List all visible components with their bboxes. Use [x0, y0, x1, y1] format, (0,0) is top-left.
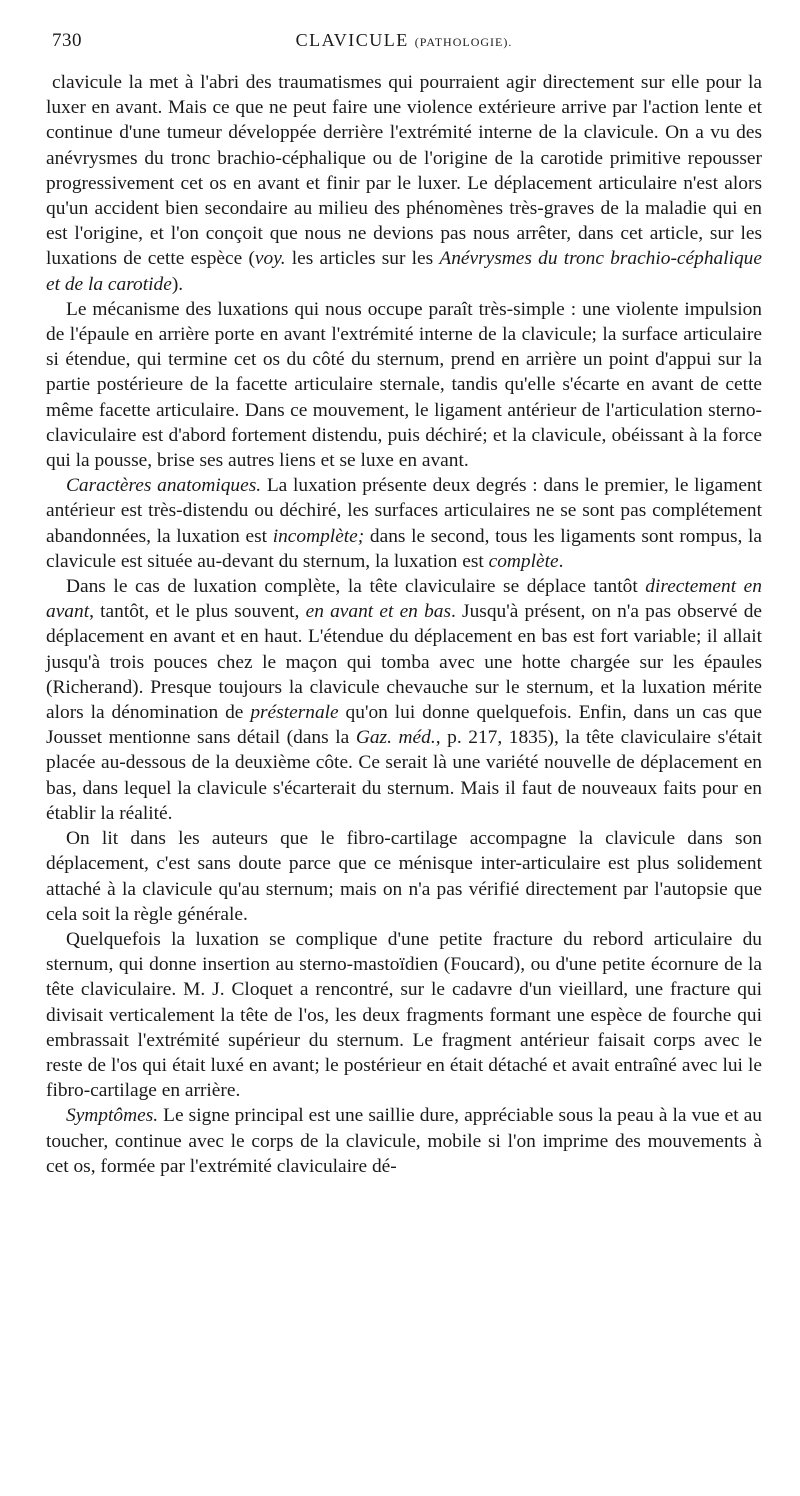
paragraph-7 [46, 1103, 762, 1179]
text-run: . Jusqu'à présent, on n'a pas observé de déplacement en avant et en haut. L'étendue du déplacement en bas est fort variable; il allait jusqu'à trois pouces chez le maçon qui tomba avec une hotte chargée sur les épaules (Richerand). Presque toujours la clavicule chevauche sur le sternum, et la luxation mérite alors la dénomination de [46, 601, 762, 724]
running-title-sub: (PATHOLOGIE). [414, 35, 513, 49]
italic-run: Symptômes. [66, 1105, 159, 1127]
text-run: . [558, 550, 564, 572]
italic-run: présternale [250, 702, 339, 724]
text-run: , p. 217, 1835), la tête claviculaire s'était placée au-dessous de la deuxième côte. Ce serait là une variété nouvelle de déplacement en bas, dans lequel la clavicule s'écarterait du sternum. Mais il faut de nouveaux faits pour en établir la réalité. [46, 727, 763, 824]
paragraph-4 [46, 574, 762, 826]
text-run: , tantôt, et le plus souvent, [89, 601, 306, 623]
page-number: 730 [52, 30, 82, 51]
italic-run: Caractères anatomiques. [66, 475, 262, 497]
paragraph-6 [46, 927, 762, 1103]
text-run: les articles sur les [285, 248, 440, 270]
page-header [46, 30, 762, 60]
running-title-main: CLAVICULE [295, 30, 409, 50]
paragraph-5 [46, 826, 762, 927]
paragraph-1 [46, 70, 762, 297]
italic-run: directement en avant [46, 576, 762, 623]
text-run: qu'on lui donne quelquefois. Enfin, dans un cas que Jousset mentionne sans détail (dans la [46, 702, 762, 749]
text-run: ). [171, 273, 184, 295]
italic-run: Gaz. méd. [355, 727, 436, 749]
paragraph-3 [46, 473, 762, 574]
text-run: Le signe principal est une saillie dure, appréciable sous la peau à la vue et au toucher, continue avec le corps de la clavicule, mobile si l'on imprime des mouvements à cet os, formée par l'extrémité claviculaire dé- [46, 1105, 762, 1177]
text-run: Quelquefois la luxation se complique d'une petite fracture du rebord articulaire du sternum, qui donne insertion au sterno-mastoïdien (Foucard), ou d'une petite écornure de la tête claviculaire. M. J. Cloquet a rencontré, sur le cadavre d'un vieillard, une fracture qui divisait verticalement la tête de l'os, les deux fragments formant une espèce de fourche qui embrassait l'extrémité supérieur du sternum. Le fragment antérieur faisait corps avec le reste de l'os qui était luxé en avant; le postérieur en était détaché et avait entraîné avec lui le fibro-cartilage en arrière. [46, 928, 762, 1102]
body-text [46, 70, 762, 1179]
text-run: On lit dans les auteurs que le fibro-cartilage accompagne la clavicule dans son déplacement, c'est sans doute parce que ce ménisque inter-articulaire est plus solidement attaché à la clavicule qu'au sternum; mais on n'a pas vérifié directement par l'autopsie que cela soit la règle générale. [46, 828, 762, 925]
text-run: dans le second, tous les ligaments sont rompus, la clavicule est située au-devant du sternum, la luxation est [46, 525, 762, 572]
paragraph-2 [46, 297, 762, 473]
italic-run: en avant et en bas [305, 601, 452, 623]
text-run: Le mécanisme des luxations qui nous occupe paraît très-simple : une violente impulsion de l'épaule en arrière porte en avant l'extrémité interne de la clavicule; la surface articulaire si étendue, qui termine cet os du côté du sternum, prend en arrière un point d'appui sur la partie postérieure de la facette articulaire sternale, tandis qu'elle s'écarte en avant de cette même facette articulaire. Dans ce mouvement, le ligament antérieur de l'articulation sterno-claviculaire est d'abord fortement distendu, puis déchiré; et la clavicule, obéissant à la force qui la pousse, brise ses autres liens et se luxe en avant. [46, 298, 762, 472]
italic-run: complète [488, 550, 559, 572]
italic-run: voy. [254, 248, 286, 270]
running-title [46, 30, 762, 51]
text-run: Dans le cas de luxation complète, la tête claviculaire se déplace tantôt [66, 576, 646, 598]
text-run: La luxation présente deux degrés : dans le premier, le ligament antérieur est très-distendu ou déchiré, les surfaces articulaires ne se sont pas complétement abandonnées, la luxation est [46, 475, 763, 547]
text-run: clavicule la met à l'abri des traumatismes qui pourraient agir directement sur elle pour la luxer en avant. Mais ce que ne peut faire une violence extérieure arrive par l'action lente et continue d'une tumeur développée derrière l'extrémité interne de la clavicule. On a vu des anévrysmes du tronc brachio-céphalique ou de l'origine de la carotide primitive repousser progressivement cet os en avant et finir par le luxer. Le déplacement articulaire n'est alors qu'un accident bien secondaire au milieu des phénomènes très-graves de la maladie qui en est l'origine, et l'on conçoit que nous ne devions pas nous arrêter, dans cet article, sur les luxations de cette espèce ( [46, 72, 762, 270]
italic-run: incomplète; [272, 525, 365, 547]
page [46, 30, 762, 1179]
italic-run: Anévrysmes du tronc brachio-céphalique et de la carotide [46, 248, 762, 295]
